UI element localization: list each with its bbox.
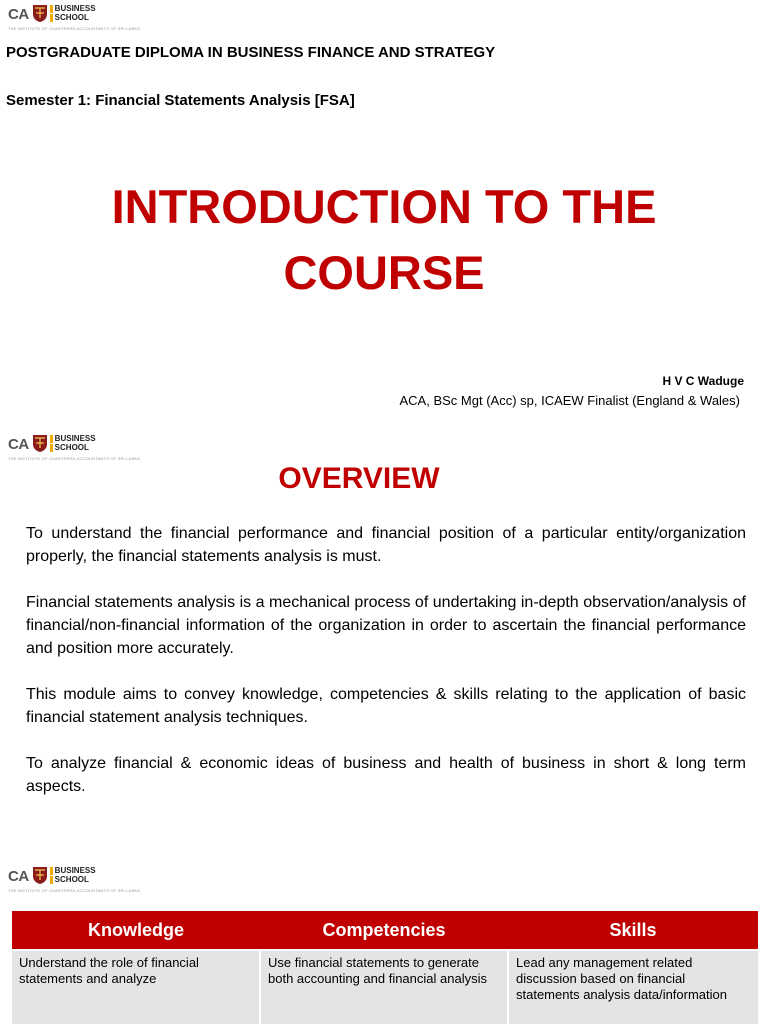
logo-tagline: THE INSTITUTE OF CHARTERED ACCOUNTANTS OF SRI LANKA <box>8 456 141 461</box>
crest-icon <box>32 866 48 885</box>
cell-skills: Lead any management related discussion based on financial statements analysis data/information <box>508 950 758 1024</box>
table-header-row <box>12 911 758 950</box>
overview-body <box>26 522 746 821</box>
ca-business-school-logo <box>8 4 141 31</box>
logo-school-text: SCHOOL <box>50 444 96 452</box>
slide-overview <box>0 430 768 850</box>
crest-icon <box>32 4 48 23</box>
logo-business-text: BUSINESS <box>50 5 96 13</box>
logo-school-text: SCHOOL <box>50 14 96 22</box>
author-name: H V C Waduge <box>662 374 744 388</box>
logo-tagline: THE INSTITUTE OF CHARTERED ACCOUNTANTS OF SRI LANKA <box>8 26 141 31</box>
ca-business-school-logo <box>8 866 141 893</box>
logo-school-text: SCHOOL <box>50 876 96 884</box>
header-knowledge: Knowledge <box>12 911 260 950</box>
main-title <box>0 174 768 306</box>
header-skills: Skills <box>508 911 758 950</box>
cell-knowledge: Understand the role of financial statements and analyze <box>12 950 260 1024</box>
overview-title: OVERVIEW <box>278 462 440 495</box>
logo-tagline: THE INSTITUTE OF CHARTERED ACCOUNTANTS OF SRI LANKA <box>8 888 141 893</box>
overview-paragraph: To understand the financial performance and financial position of a particular entity/organization properly, the financial statements analysis is must. <box>26 525 746 565</box>
cell-competencies: Use financial statements to generate both accounting and financial analysis <box>260 950 508 1024</box>
logo-ca-text: CA <box>8 6 29 23</box>
logo-business-text: BUSINESS <box>50 867 96 875</box>
semester-label: Semester 1: Financial Statements Analysis [FSA] <box>6 92 355 109</box>
logo-business-text: BUSINESS <box>50 435 96 443</box>
program-title: POSTGRADUATE DIPLOMA IN BUSINESS FINANCE AND STRATEGY <box>6 44 496 61</box>
slide-title <box>0 0 768 425</box>
overview-paragraph: This module aims to convey knowledge, competencies & skills relating to the application of basic financial statement analysis techniques. <box>26 686 746 726</box>
logo-ca-text: CA <box>8 436 29 453</box>
overview-paragraph: Financial statements analysis is a mechanical process of undertaking in-depth observation/analysis of financial/non-financial information of the organization in order to ascertain the financial performance and position more accurately. <box>26 594 746 657</box>
overview-paragraph: To analyze financial & economic ideas of business and health of business in short & long term aspects. <box>26 755 746 795</box>
logo-ca-text: CA <box>8 868 29 885</box>
crest-icon <box>32 434 48 453</box>
main-title-line-2: COURSE <box>283 246 485 299</box>
main-title-line-1: INTRODUCTION TO THE <box>111 180 657 233</box>
table-row <box>12 950 758 1024</box>
header-competencies: Competencies <box>260 911 508 950</box>
author-credentials: ACA, BSc Mgt (Acc) sp, ICAEW Finalist (England & Wales) <box>399 393 740 408</box>
ksc-table <box>12 911 758 1024</box>
ca-business-school-logo <box>8 434 141 461</box>
slide-knowledge-competencies-skills <box>0 862 768 1024</box>
